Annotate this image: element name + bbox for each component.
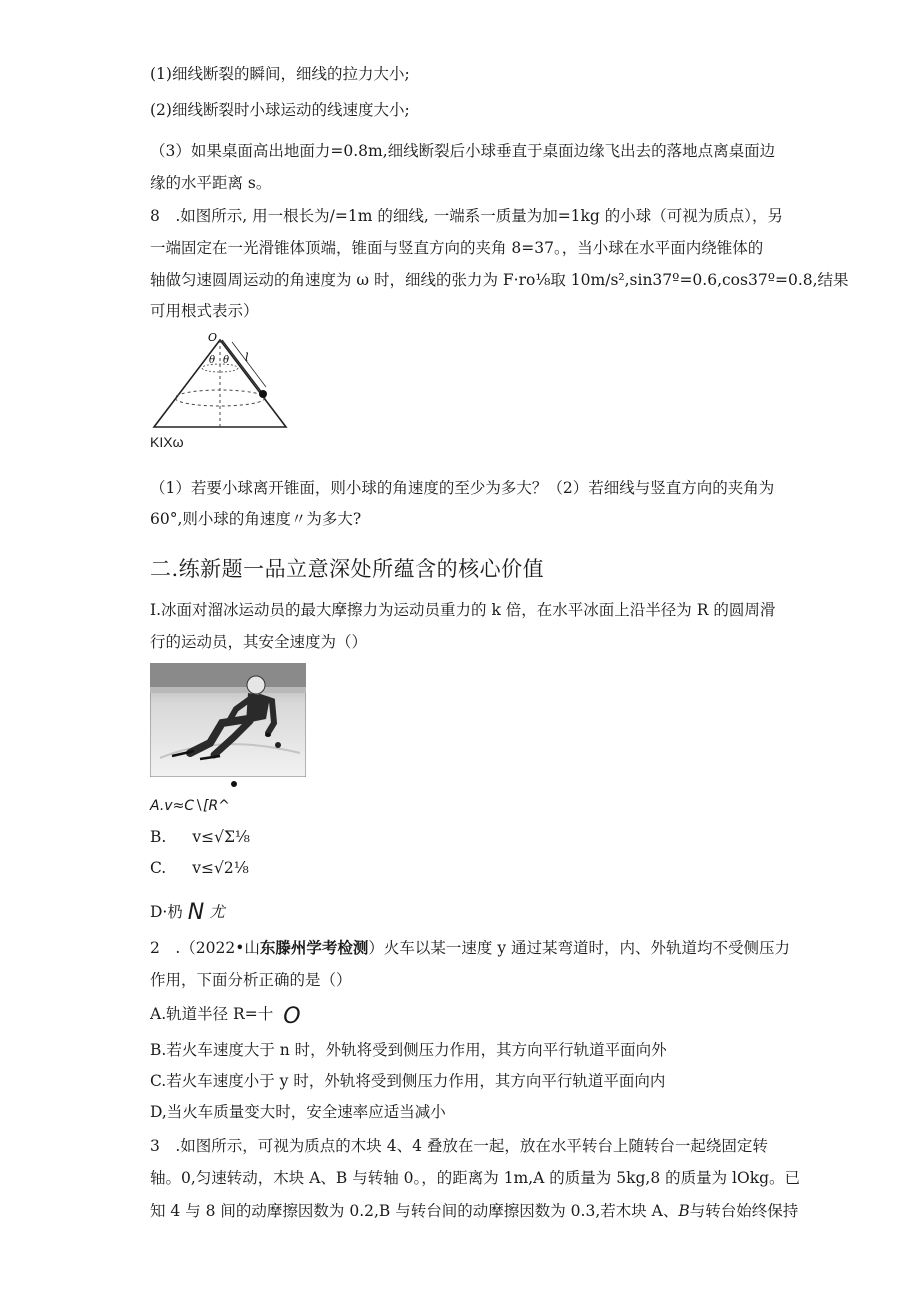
cone-angle-label-right: θ	[223, 355, 230, 366]
line-q7-3b: 缘的水平距离 s。	[150, 174, 272, 192]
option-b-text: v≤√Σ⅛	[192, 828, 250, 846]
line-q3-2: 轴。0,匀速转动，木块 A、B 与转轴 0。，的距离为 1m,A 的质量为 5kg,8 的质量为 lOkg。已	[150, 1169, 801, 1187]
q2-option-b: B.若火车速度大于 n 时，外轨将受到侧压力作用，其方向平行轨道平面向外	[150, 1041, 667, 1059]
line-q7-2: (2)细线断裂时小球运动的线速度大小;	[150, 101, 410, 119]
cone-figure	[150, 330, 290, 430]
option-d-suffix: 尤	[209, 903, 225, 921]
q3-line3-a: 知 4 与 8 间的动摩擦因数为 0.2,B 与转台间的动摩擦因数为 0.3,若木块 A、	[150, 1202, 679, 1220]
q2-option-a	[150, 1004, 780, 1027]
q2-number: 2 .（	[150, 939, 196, 957]
line-q1-1: I.冰面对溜冰运动员的最大摩擦力为运动员重力的 k 倍，在水平冰面上沿半径为 R 的圆周滑	[150, 601, 776, 619]
option-b-letter: B.	[150, 828, 167, 846]
photo-mark	[231, 781, 237, 787]
q2-source-b: 东滕州学考检测	[259, 938, 369, 957]
line-q2-1	[150, 938, 791, 958]
line-q3-1: 3 .如图所示，可视为质点的木块 4、4 叠放在一起，放在水平转台上随转台一起绕固定转	[150, 1137, 768, 1155]
line-q8-4: 可用根式表示）	[150, 302, 259, 320]
option-b	[150, 827, 780, 847]
option-d-glyph: N	[187, 900, 205, 925]
figure-caption: KIXω	[150, 434, 184, 450]
q2-option-d: D,当火车质量变大时，安全速率应适当减小	[150, 1103, 446, 1121]
q2-stem: ）火车以某一速度 y 通过某弯道时，内、外轨道均不受侧压力	[368, 939, 791, 957]
q3-line3-b: B	[678, 1202, 690, 1220]
q2-option-c: C.若火车速度小于 y 时，外轨将受到侧压力作用，其方向平行轨道平面向内	[150, 1072, 666, 1090]
skater-photo	[150, 663, 306, 777]
line-q8-2: 一端固定在一光滑锥体顶端，锥面与竖直方向的夹角 8=37。，当小球在水平面内绕锥体的	[150, 239, 764, 257]
line-q8-1: 8 .如图所示, 用一根长为/=1m 的细线, 一端系一质量为加=1kg 的小球（可视为质点），另	[150, 207, 784, 225]
cone-length-label: l	[245, 351, 249, 364]
line-q1-2: 行的运动员，其安全速度为（）	[150, 633, 368, 651]
line-q8-3: 轴做匀速圆周运动的角速度为 ω 时，细线的张力为 F·ro⅛取 10m∕s²,sin37º=0.6,cos37º=0.8,结果	[150, 271, 849, 289]
cone-apex-label: O	[208, 331, 218, 344]
option-a: A.v≈C∖[R^	[150, 798, 230, 814]
option-d-prefix: D·㭁	[150, 903, 183, 921]
q2-option-a-glyph: O	[283, 1004, 301, 1029]
section-heading: 二.练新题一品立意深处所蕴含的核心价值	[150, 557, 545, 581]
option-d	[150, 902, 780, 923]
line-q7-3a: （3）如果桌面高出地面力=0.8m,细线断裂后小球垂直于桌面边缘飞出去的落地点离桌面边	[150, 142, 776, 160]
option-c-text: v≤√2⅛	[192, 859, 249, 877]
q2-option-a-text: A.轨道半径 R=十	[150, 1005, 274, 1023]
line-q8-sub1: （1）若要小球离开锥面，则小球的角速度的至少为多大？（2）若细线与竖直方向的夹角为	[150, 479, 775, 497]
line-q7-1: (1)细线断裂的瞬间，细线的拉力大小;	[150, 65, 410, 83]
cone-angle-label-left: θ	[209, 355, 216, 366]
option-c-letter: C.	[150, 859, 167, 877]
q2-source-a: 2022•山	[195, 939, 260, 957]
line-q8-sub2: 60°,则小球的角速度〃为多大?	[150, 510, 362, 528]
option-c	[150, 858, 780, 878]
line-q3-3	[150, 1201, 799, 1221]
q3-line3-c: 与转台始终保持	[689, 1202, 799, 1220]
line-q2-2: 作用，下面分析正确的是（）	[150, 971, 352, 989]
